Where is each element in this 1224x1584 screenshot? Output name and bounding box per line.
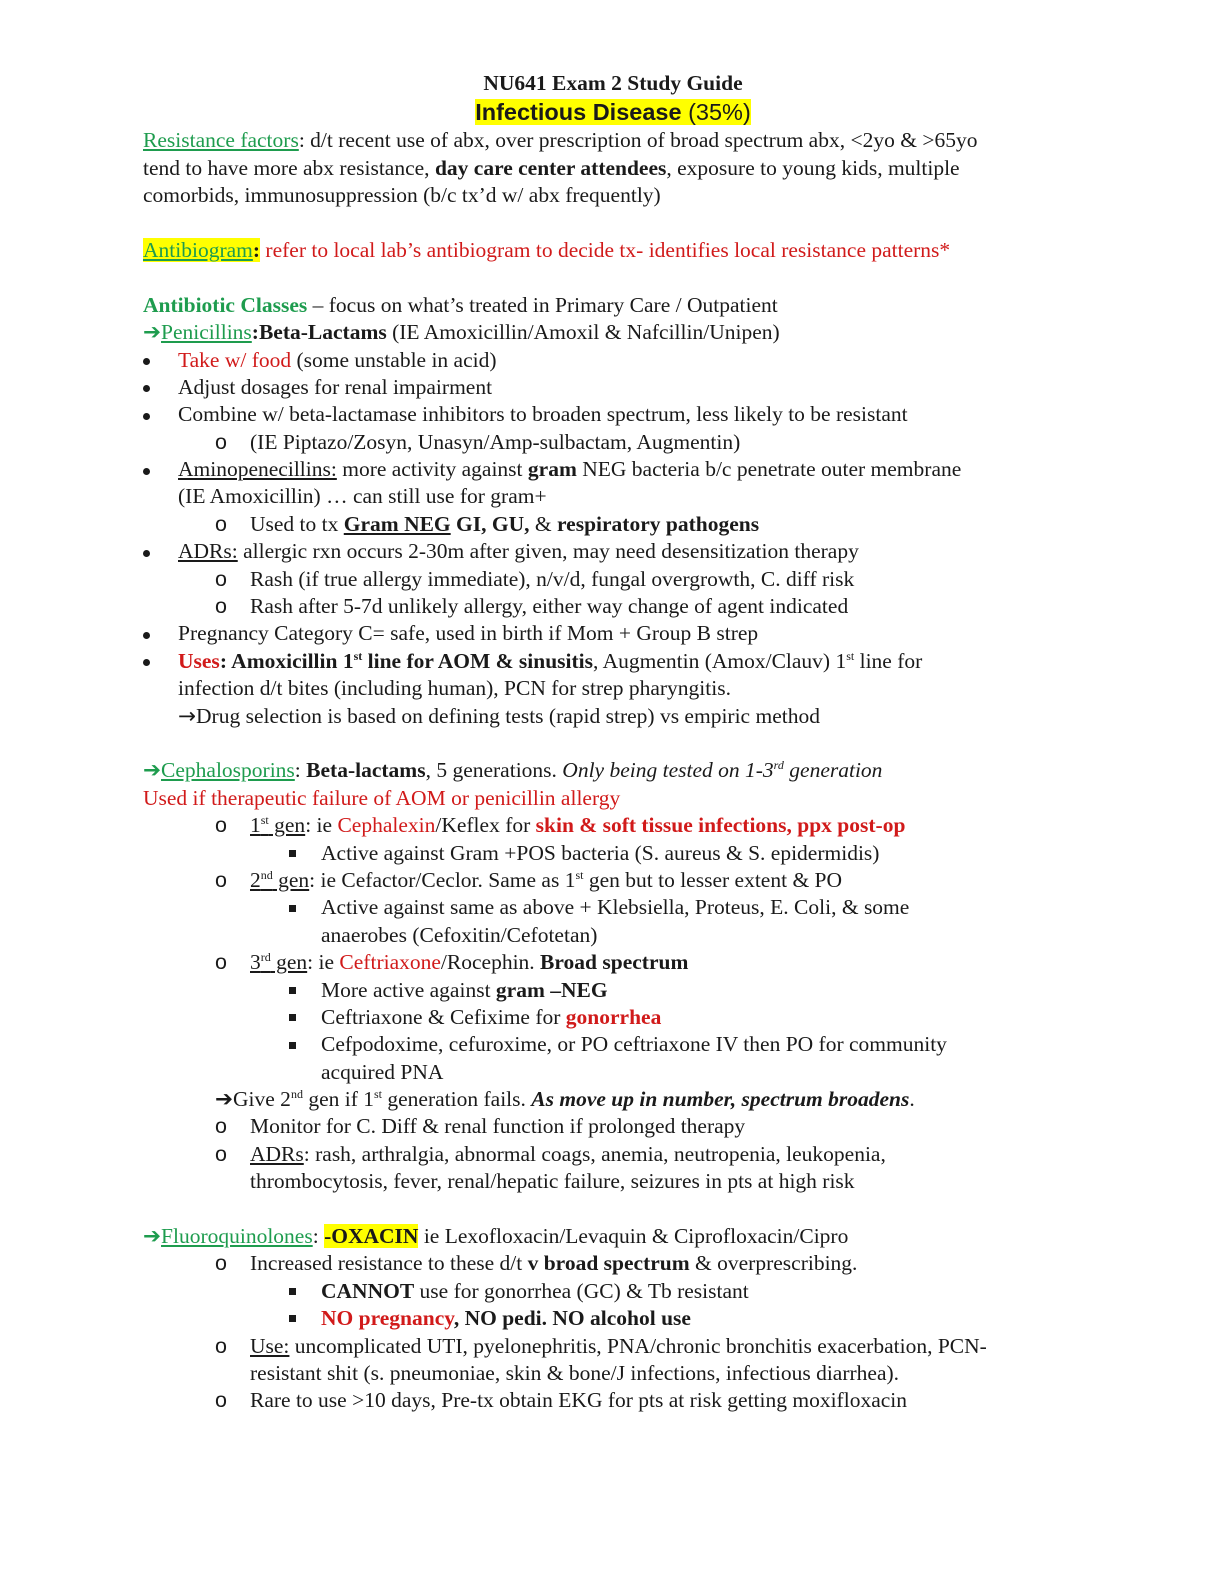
list-subitem: o Rare to use >10 days, Pre-tx obtain EKG for pts at risk getting moxifloxacin — [143, 1387, 1083, 1414]
circle-bullet-icon: o — [215, 1333, 227, 1358]
list-subsubitem: Cefpodoxime, cefuroxime, or PO ceftriaxone IV then PO for community — [143, 1031, 1083, 1058]
circle-bullet-icon: o — [215, 1114, 227, 1139]
list-subsubitem: CANNOT use for gonorrhea (GC) & Tb resistant — [143, 1278, 1083, 1305]
fluoroquinolones-heading: ➔Fluoroquinolones: -OXACIN ie Lexofloxacin/Levaquin & Ciprofloxacin/Cipro — [143, 1224, 849, 1250]
cephalosporins-heading: ➔Cephalosporins: Beta-lactams, 5 generations. Only being tested on 1-3rd generation — [143, 758, 883, 784]
circle-bullet-icon: o — [215, 594, 227, 619]
square-bullet-icon — [289, 987, 296, 994]
list-subitem: o Increased resistance to these d/t v broad spectrum & overprescribing. — [143, 1250, 1083, 1277]
circle-bullet-icon: o — [215, 1251, 227, 1276]
arrow-icon: ➔ — [143, 320, 162, 346]
circle-bullet-icon: o — [215, 867, 227, 892]
circle-bullet-icon: o — [215, 566, 227, 591]
bullet-icon — [143, 659, 150, 666]
list-subsubitem: NO pregnancy, NO pedi. NO alcohol use — [143, 1305, 1083, 1332]
section-heading — [143, 97, 1083, 127]
resistance-line-1: Resistance factors: d/t recent use of abx, over prescription of broad spectrum abx, <2yo & >65yo — [143, 128, 978, 153]
arrow-icon: ➔ — [143, 758, 162, 784]
list-subitem: o 1st gen: ie Cephalexin/Keflex for skin & soft tissue infections, ppx post-op — [143, 812, 1083, 839]
bullet-icon — [143, 468, 150, 475]
penicillins-heading: ➔Penicillins:Beta-Lactams (IE Amoxicillin/Amoxil & Nafcillin/Unipen) — [143, 320, 780, 346]
resistance-label: Resistance factors — [143, 128, 299, 153]
resistance-line-3: comorbids, immunosuppression (b/c tx’d w/ abx frequently) — [143, 183, 661, 208]
list-item: Adjust dosages for renal impairment — [143, 374, 1083, 401]
list-item-cont: (IE Amoxicillin) … can still use for gram+ — [178, 484, 547, 509]
square-bullet-icon — [289, 1315, 296, 1322]
list-subitem: o Used to tx Gram NEG GI, GU, & respiratory pathogens — [143, 511, 1083, 538]
square-bullet-icon — [289, 905, 296, 912]
list-item: Aminopenecillins: more activity against gram NEG bacteria b/c penetrate outer membrane — [143, 456, 1083, 483]
list-subitem: o (IE Piptazo/Zosyn, Unasyn/Amp-sulbactam, Augmentin) — [143, 429, 1083, 456]
list-item: Take w/ food (some unstable in acid) — [143, 347, 1083, 374]
arrow-icon: ➔ — [143, 1224, 162, 1250]
arrow-icon: ➔ — [215, 1087, 234, 1113]
section-heading-pct: (35%) — [688, 99, 751, 126]
section-heading-text: Infectious Disease — [475, 99, 682, 126]
list-subitem: o 3rd gen: ie Ceftriaxone/Rocephin. Broad spectrum — [143, 949, 1083, 976]
list-subsubitem-cont: anaerobes (Cefoxitin/Cefotetan) — [321, 922, 598, 947]
list-item: ADRs: allergic rxn occurs 2-30m after given, may need desensitization therapy — [143, 538, 1083, 565]
cephalosporins-note: Used if therapeutic failure of AOM or penicillin allergy — [143, 785, 621, 810]
square-bullet-icon — [289, 1288, 296, 1295]
list-subitem: o Use: uncomplicated UTI, pyelonephritis, PNA/chronic bronchitis exacerbation, PCN- — [143, 1333, 1083, 1360]
antibiogram-line: Antibiogram: refer to local lab’s antibiogram to decide tx- identifies local resistance patterns* — [143, 237, 951, 262]
list-subsubitem: Active against Gram +POS bacteria (S. aureus & S. epidermidis) — [143, 840, 1083, 867]
list-subsubitem: Ceftriaxone & Cefixime for gonorrhea — [143, 1004, 1083, 1031]
circle-bullet-icon: o — [215, 813, 227, 838]
list-item-cont: infection d/t bites (including human), PCN for strep pharyngitis. — [178, 676, 731, 701]
page-title: NU641 Exam 2 Study Guide — [483, 71, 743, 95]
arrow-right-icon: → — [178, 703, 197, 729]
list-subitem: o Monitor for C. Diff & renal function if prolonged therapy — [143, 1113, 1083, 1140]
list-subitem: o Rash (if true allergy immediate), n/v/d, fungal overgrowth, C. diff risk — [143, 566, 1083, 593]
give-note: ➔Give 2nd gen if 1st generation fails. As move up in number, spectrum broadens. — [215, 1087, 915, 1113]
list-subitem-cont: thrombocytosis, fever, renal/hepatic failure, seizures in pts at high risk — [250, 1169, 855, 1194]
circle-bullet-icon: o — [215, 511, 227, 536]
list-subitem-cont: resistant shit (s. pneumoniae, skin & bone/J infections, infectious diarrhea). — [250, 1360, 900, 1385]
circle-bullet-icon: o — [215, 950, 227, 975]
list-subitem: o ADRs: rash, arthralgia, abnormal coags, anemia, neutropenia, leukopenia, — [143, 1141, 1083, 1168]
circle-bullet-icon: o — [215, 1388, 227, 1413]
bullet-icon — [143, 413, 150, 420]
list-item: Pregnancy Category C= safe, used in birth if Mom + Group B strep — [143, 620, 1083, 647]
list-subsubitem-cont: acquired PNA — [321, 1059, 444, 1084]
list-item-cont: →Drug selection is based on defining tests (rapid strep) vs empiric method — [178, 703, 820, 729]
bullet-icon — [143, 358, 150, 365]
square-bullet-icon — [289, 850, 296, 857]
circle-bullet-icon: o — [215, 1141, 227, 1166]
list-subsubitem: Active against same as above + Klebsiella, Proteus, E. Coli, & some — [143, 894, 1083, 921]
resistance-line-2: tend to have more abx resistance, day care center attendees, exposure to young kids, multiple — [143, 155, 960, 180]
antibiogram-label: Antibiogram — [143, 237, 253, 262]
classes-heading: Antibiotic Classes – focus on what’s treated in Primary Care / Outpatient — [143, 292, 778, 317]
list-item: Uses: Amoxicillin 1st line for AOM & sinusitis, Augmentin (Amox/Clauv) 1st line for — [143, 648, 1083, 675]
bullet-icon — [143, 385, 150, 392]
bullet-icon — [143, 550, 150, 557]
list-subsubitem: More active against gram –NEG — [143, 977, 1083, 1004]
list-subitem: o Rash after 5-7d unlikely allergy, either way change of agent indicated — [143, 593, 1083, 620]
document-page — [143, 70, 1083, 1415]
square-bullet-icon — [289, 1042, 296, 1049]
square-bullet-icon — [289, 1014, 296, 1021]
list-subitem: o 2nd gen: ie Cefactor/Ceclor. Same as 1st gen but to lesser extent & PO — [143, 867, 1083, 894]
bullet-icon — [143, 632, 150, 639]
circle-bullet-icon: o — [215, 429, 227, 454]
list-item: Combine w/ beta-lactamase inhibitors to broaden spectrum, less likely to be resistant — [143, 401, 1083, 428]
